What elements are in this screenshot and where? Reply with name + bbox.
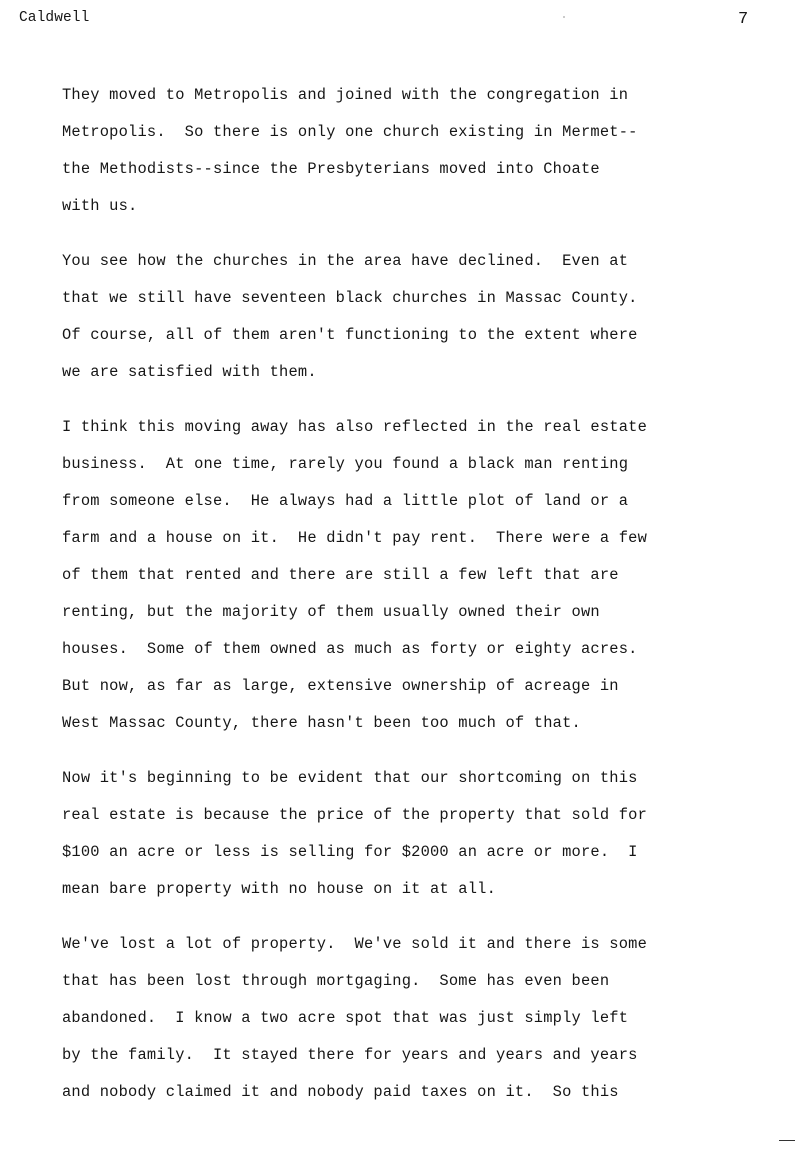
text-line: renting, but the majority of them usually owned their own bbox=[62, 603, 600, 621]
paragraph-1 bbox=[62, 82, 762, 230]
text-line: that we still have seventeen black churches in Massac County. bbox=[62, 289, 638, 307]
paragraph-5 bbox=[62, 931, 762, 1116]
text-line: farm and a house on it. He didn't pay rent. There were a few bbox=[62, 529, 648, 547]
header-name: Caldwell bbox=[19, 10, 90, 26]
text-line: real estate is because the price of the property that sold for bbox=[62, 806, 648, 824]
text-line: of them that rented and there are still a few left that are bbox=[62, 566, 619, 584]
text-line: Now it's beginning to be evident that our shortcoming on this bbox=[62, 769, 638, 787]
text-line: houses. Some of them owned as much as forty or eighty acres. bbox=[62, 640, 638, 658]
text-line: that has been lost through mortgaging. Some has even been bbox=[62, 972, 610, 990]
text-line: But now, as far as large, extensive ownership of acreage in bbox=[62, 677, 619, 695]
text-line: $100 an acre or less is selling for $2000 an acre or more. I bbox=[62, 843, 638, 861]
text-line: and nobody claimed it and nobody paid taxes on it. So this bbox=[62, 1083, 619, 1101]
text-line: We've lost a lot of property. We've sold it and there is some bbox=[62, 935, 648, 953]
text-line: I think this moving away has also reflected in the real estate bbox=[62, 418, 648, 436]
page-number: 7 bbox=[738, 10, 749, 29]
text-line: abandoned. I know a two acre spot that was just simply left bbox=[62, 1009, 629, 1027]
text-line: business. At one time, rarely you found a black man renting bbox=[62, 455, 629, 473]
text-line: You see how the churches in the area have declined. Even at bbox=[62, 252, 629, 270]
paragraph-2 bbox=[62, 248, 762, 396]
text-line: West Massac County, there hasn't been too much of that. bbox=[62, 714, 581, 732]
text-line: we are satisfied with them. bbox=[62, 363, 317, 381]
text-line: They moved to Metropolis and joined with the congregation in bbox=[62, 86, 629, 104]
text-line: mean bare property with no house on it at all. bbox=[62, 880, 497, 898]
page-edge-mark bbox=[779, 1140, 795, 1141]
text-line: with us. bbox=[62, 197, 138, 215]
text-line: by the family. It stayed there for years and years and years bbox=[62, 1046, 638, 1064]
paragraph-4 bbox=[62, 765, 762, 913]
text-line: the Methodists--since the Presbyterians moved into Choate bbox=[62, 160, 600, 178]
paragraph-3 bbox=[62, 414, 762, 747]
text-line: Of course, all of them aren't functioning to the extent where bbox=[62, 326, 638, 344]
body-text bbox=[62, 82, 762, 1134]
paper-speck bbox=[563, 16, 565, 18]
text-line: from someone else. He always had a little plot of land or a bbox=[62, 492, 629, 510]
text-line: Metropolis. So there is only one church existing in Mermet-- bbox=[62, 123, 638, 141]
